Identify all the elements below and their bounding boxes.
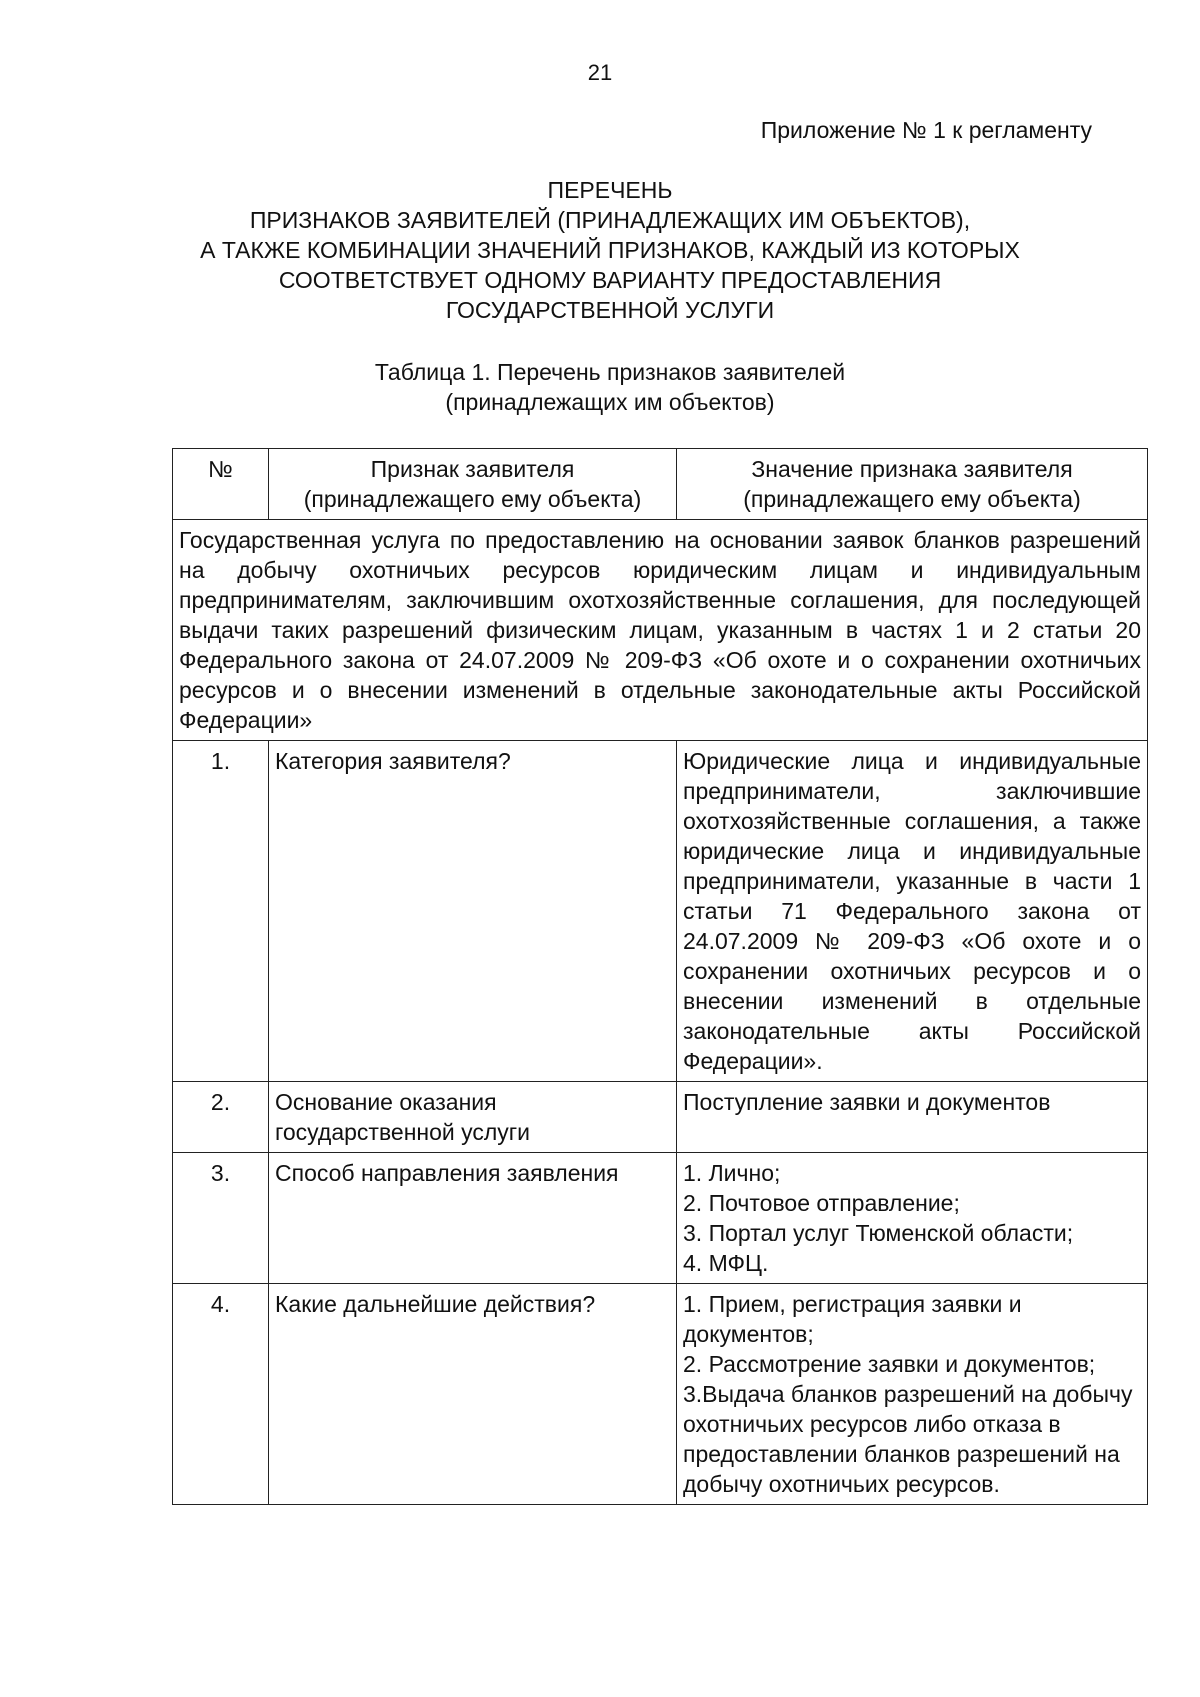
table-caption-line-1: Таблица 1. Перечень признаков заявителей <box>374 359 846 385</box>
row-number: 4. <box>173 1284 269 1505</box>
row-sign: Категория заявителя? <box>269 741 677 1082</box>
table-row <box>173 1284 1148 1505</box>
row-sign: Основание оказания государственной услуги <box>269 1082 677 1153</box>
table-caption-line-2: (принадлежащих им объектов) <box>445 389 775 415</box>
document-heading <box>160 175 1060 325</box>
row-number: 3. <box>173 1153 269 1284</box>
row-sign: Какие дальнейшие действия? <box>269 1284 677 1505</box>
heading-line-5: ГОСУДАРСТВЕННОЙ УСЛУГИ <box>445 297 775 323</box>
section-title-row <box>173 520 1148 741</box>
header-sign <box>269 449 677 520</box>
applicant-signs-table <box>172 448 1148 1505</box>
list-item: 2. Почтовое отправление; <box>683 1190 960 1216</box>
table-header-row <box>173 449 1148 520</box>
list-item: 4. МФЦ. <box>683 1250 769 1276</box>
list-item: 1. Прием, регистрация заявки и документов; <box>683 1291 1022 1347</box>
table-caption <box>260 357 960 417</box>
table-row <box>173 1153 1148 1284</box>
header-value-line-2: (принадлежащего ему объекта) <box>743 486 1081 512</box>
header-value <box>677 449 1148 520</box>
list-item: 3. Портал услуг Тюменской области; <box>683 1220 1074 1246</box>
row-value: Юридические лица и индивидуальные предприниматели, заключившие охотхозяйственные соглашения, а также юридические лица и индивидуальные предприниматели, указанные в части 1 статьи 71 Федерального закона от 24.07.2009 № 209-ФЗ «Об охоте и о сохранении охотничьих ресурсов и о внесении изменений в отдельные законодательные акты Российской Федерации». <box>677 741 1148 1082</box>
row-value-list <box>677 1153 1148 1284</box>
header-number: № <box>173 449 269 520</box>
section-title-cell: Государственная услуга по предоставлению на основании заявок бланков разрешений на добычу охотничьих ресурсов юридическим лицам и индивидуальным предпринимателям, заключившим охотхозяйственные соглашения, для последующей выдачи таких разрешений физическим лицам, указанным в частях 1 и 2 статьи 20 Федерального закона от 24.07.2009 № 209-ФЗ «Об охоте и о сохранении охотничьих ресурсов и о внесении изменений в отдельные законодательные акты Российской Федерации» <box>173 520 1148 741</box>
table-row <box>173 741 1148 1082</box>
row-number: 1. <box>173 741 269 1082</box>
list-item: 1. Лично; <box>683 1160 781 1186</box>
header-sign-line-2: (принадлежащего ему объекта) <box>303 486 642 512</box>
heading-line-1: ПЕРЕЧЕНЬ <box>547 177 673 203</box>
heading-line-3: А ТАКЖЕ КОМБИНАЦИИ ЗНАЧЕНИЙ ПРИЗНАКОВ, КАЖДЫЙ ИЗ КОТОРЫХ <box>200 237 1020 263</box>
heading-line-2: ПРИЗНАКОВ ЗАЯВИТЕЛЕЙ (ПРИНАДЛЕЖАЩИХ ИМ ОБЪЕКТОВ), <box>249 207 971 233</box>
page-number: 21 <box>587 60 613 85</box>
header-value-line-1: Значение признака заявителя <box>751 456 1073 482</box>
header-sign-line-1: Признак заявителя <box>370 456 575 482</box>
list-item: 2. Рассмотрение заявки и документов; <box>683 1351 1096 1377</box>
row-sign: Способ направления заявления <box>269 1153 677 1284</box>
appendix-label: Приложение № 1 к регламенту <box>760 117 1092 143</box>
row-number: 2. <box>173 1082 269 1153</box>
list-item: 3.Выдача бланков разрешений на добычу охотничьих ресурсов либо отказа в предоставлении бланков разрешений на добычу охотничьих ресурсов. <box>683 1381 1133 1497</box>
table-row <box>173 1082 1148 1153</box>
heading-line-4: СООТВЕТСТВУЕТ ОДНОМУ ВАРИАНТУ ПРЕДОСТАВЛЕНИЯ <box>278 267 942 293</box>
row-value: Поступление заявки и документов <box>677 1082 1148 1153</box>
row-value-list <box>677 1284 1148 1505</box>
